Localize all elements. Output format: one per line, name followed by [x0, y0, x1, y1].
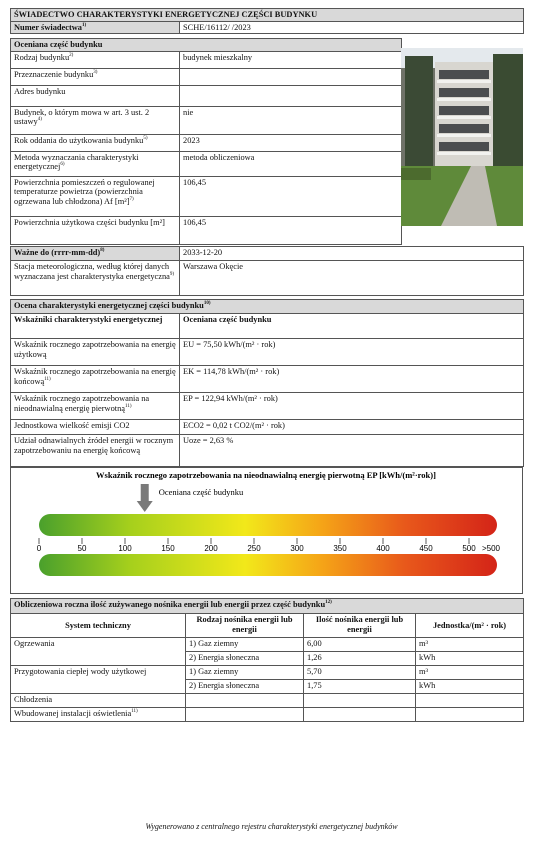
- cert-number-label: Numer świadectwa$^{1)}$: [11, 21, 180, 34]
- assessment-section-title: Ocena charakterystyki energetycznej części budynku$^{10)}$: [11, 300, 524, 314]
- col-carrier-header: Rodzaj nośnika energii lub energii: [186, 614, 304, 638]
- indicator-ep-value: EP = 122,94 kWh/(m² · rok): [180, 393, 524, 420]
- quantity-cell: [304, 708, 416, 722]
- ep-scale-title: Wskaźnik rocznego zapotrzebowania na nieodnawialną energię pierwotną EP [kWh/(m²·rok)]: [96, 470, 436, 480]
- building-photo: [401, 48, 523, 226]
- header-table: [10, 8, 524, 34]
- weather-station-value: Warszawa Okęcie: [180, 261, 524, 296]
- building-art3-label: Budynek, o którym mowa w art. 3 ust. 2 ustawy$^{4)}$: [11, 106, 180, 134]
- col-quantity-header: Ilość nośnika energii lub energii: [304, 614, 416, 638]
- scale-tick-label: 500: [462, 544, 476, 553]
- quantity-cell: 1,75: [304, 680, 416, 694]
- building-heated-area-value: 106,45: [180, 176, 402, 216]
- scale-tick-label: 400: [376, 544, 390, 553]
- consumption-section-title: Obliczeniowa roczna ilość zużywanego nośnika energii lub energii przez część budynku$^{12)}$: [11, 599, 524, 614]
- system-lighting: Wbudowanej instalacji oświetlenia$^{11)}$: [11, 708, 186, 722]
- ep-scale-chart: [11, 468, 522, 593]
- table-row: [11, 708, 524, 722]
- scale-tick-label: 300: [290, 544, 304, 553]
- ep-scale-bar-bottom: [39, 554, 497, 576]
- quantity-cell: 5,70: [304, 666, 416, 680]
- assessment-table: [10, 299, 524, 467]
- system-hot-water: Przygotowania ciepłej wody użytkowej: [11, 666, 186, 694]
- indicator-eu-value: EU = 75,50 kWh/(m² · rok): [180, 339, 524, 366]
- building-art3-value: nie: [180, 106, 402, 134]
- ep-scale-panel: [10, 467, 523, 594]
- quantity-cell: [304, 694, 416, 708]
- quantity-cell: 6,00: [304, 638, 416, 652]
- building-heated-area-label: Powierzchnia pomieszczeń o regulowanej temperaturze powietrza (powierzchnia ogrzewana lub chłodzona) Af $[m^2]^{7)}$: [11, 176, 180, 216]
- indicator-ep-label: Wskaźnik rocznego zapotrzebowania na nieodnawialną energię pierwotną$^{11)}$: [11, 393, 180, 420]
- building-year-label: Rok oddania do użytkowania budynku$^{5)}$: [11, 134, 180, 151]
- quantity-cell: 1,26: [304, 652, 416, 666]
- building-address-label: Adres budynku: [11, 85, 180, 106]
- system-cooling: Chłodzenia: [11, 694, 186, 708]
- building-purpose-label: Przeznaczenie budynku$^{3)}$: [11, 68, 180, 85]
- scale-tick-label: >500: [481, 544, 501, 553]
- table-row: [11, 694, 524, 708]
- scale-tick-label: 350: [333, 544, 347, 553]
- building-table: [10, 38, 402, 245]
- unit-cell: [416, 694, 524, 708]
- valid-until-value: 2033-12-20: [180, 247, 524, 261]
- system-heating: Ogrzewania: [11, 638, 186, 666]
- carrier-cell: [186, 694, 304, 708]
- document-title: ŚWIADECTWO CHARAKTERYSTYKI ENERGETYCZNEJ CZĘŚCI BUDYNKU: [11, 9, 524, 22]
- carrier-cell: 2) Energia słoneczna: [186, 680, 304, 694]
- marker-arrow-icon: [137, 484, 153, 512]
- scale-tick-label: 100: [118, 544, 132, 553]
- building-type-value: budynek mieszkalny: [180, 51, 402, 68]
- unit-cell: m³: [416, 666, 524, 680]
- indicator-oze-value: Uoze = 2,63 %: [180, 435, 524, 467]
- indicator-co2-label: Jednostkowa wielkość emisji CO2: [11, 420, 180, 435]
- building-method-value: metoda obliczeniowa: [180, 151, 402, 176]
- table-row: [11, 638, 524, 652]
- building-method-label: Metoda wyznaczania charakterystyki energetycznej$^{6)}$: [11, 151, 180, 176]
- indicators-header: Wskaźniki charakterystyki energetycznej: [11, 314, 180, 339]
- marker-label: Oceniana część budynku: [158, 487, 244, 497]
- valid-until-label: Ważne do (rrrr-mm-dd)$^{8)}$: [11, 247, 180, 261]
- scale-tick-label: 250: [247, 544, 261, 553]
- building-year-value: 2023: [180, 134, 402, 151]
- indicator-ek-label: Wskaźnik rocznego zapotrzebowania na energię końcową$^{11)}$: [11, 366, 180, 393]
- unit-cell: [416, 708, 524, 722]
- scale-tick-label: 450: [419, 544, 433, 553]
- indicator-ek-value: EK = 114,78 kWh/(m² · rok): [180, 366, 524, 393]
- carrier-cell: [186, 708, 304, 722]
- col-unit-header: Jednostka/(m² · rok): [416, 614, 524, 638]
- building-usable-area-value: 106,45: [180, 216, 402, 244]
- building-usable-area-label: Powierzchnia użytkowa części budynku [m²]: [11, 216, 180, 244]
- unit-cell: m³: [416, 638, 524, 652]
- assessed-part-header: Oceniana część budynku: [180, 314, 524, 339]
- carrier-cell: 1) Gaz ziemny: [186, 638, 304, 652]
- ep-scale-bar-top: [39, 514, 497, 536]
- carrier-cell: 2) Energia słoneczna: [186, 652, 304, 666]
- scale-tick-label: 150: [161, 544, 175, 553]
- building-address-value: [180, 85, 402, 106]
- indicator-eu-label: Wskaźnik rocznego zapotrzebowania na energię użytkową: [11, 339, 180, 366]
- cert-number-value: SCHE/16112/ /2023: [180, 21, 524, 34]
- footer-note: Wygenerowano z centralnego rejestru charakterystyki energetycznej budynków: [145, 822, 398, 831]
- building-section-title: Oceniana część budynku: [11, 39, 402, 52]
- unit-cell: kWh: [416, 680, 524, 694]
- carrier-cell: 1) Gaz ziemny: [186, 666, 304, 680]
- building-photo-image: [401, 48, 523, 226]
- consumption-table: [10, 598, 524, 722]
- col-system-header: System techniczny: [11, 614, 186, 638]
- building-purpose-value: [180, 68, 402, 85]
- validity-table: [10, 246, 524, 296]
- scale-tick-label: 0: [36, 544, 42, 553]
- weather-station-label: Stacja meteorologiczna, według której danych wyznaczana jest charakterystyka energetyczna$^{9)}$: [11, 261, 180, 296]
- ep-scale-ticks: [37, 538, 501, 553]
- unit-cell: kWh: [416, 652, 524, 666]
- table-row: [11, 666, 524, 680]
- scale-tick-label: 50: [77, 544, 87, 553]
- indicator-oze-label: Udział odnawialnych źródeł energii w rocznym zapotrzebowaniu na energię końcową: [11, 435, 180, 467]
- indicator-co2-value: ECO2 = 0,02 t CO2/(m² · rok): [180, 420, 524, 435]
- building-type-label: Rodzaj budynku$^{2)}$: [11, 51, 180, 68]
- scale-tick-label: 200: [204, 544, 218, 553]
